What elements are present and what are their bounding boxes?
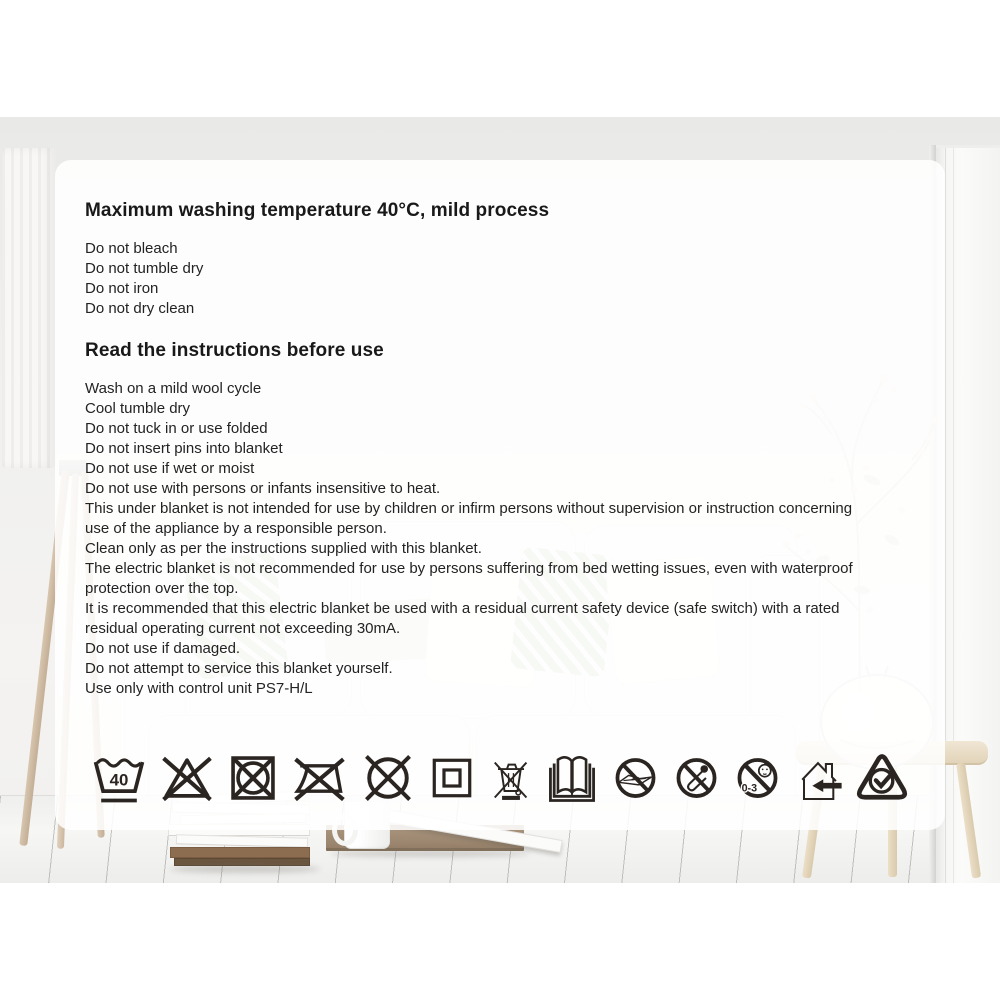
svg-text:40: 40 <box>109 770 129 790</box>
instruction-item: Do not use if wet or moist <box>85 460 255 477</box>
svg-text:0-3: 0-3 <box>741 782 757 795</box>
door-seam <box>945 148 946 883</box>
instruction-item: Do not tuck in or use folded <box>85 420 268 437</box>
info-panel <box>55 160 945 830</box>
do-not-insert-pins-icon <box>669 748 724 808</box>
washing-item: Do not dry clean <box>85 300 195 317</box>
do-not-dry-clean-icon <box>357 748 419 808</box>
do-not-bleach-icon <box>156 748 218 808</box>
read-instruction-manual-icon <box>542 748 602 808</box>
class-ii-double-insulation-icon <box>425 748 479 808</box>
instruction-item: This under blanket is not intended for use by children or infirm persons without supervision or instruction concerning use of the appliance by a responsible person. <box>85 500 853 537</box>
not-for-children-0-3-icon <box>730 748 785 808</box>
rcm-compliance-mark-icon <box>852 748 912 808</box>
do-not-use-folded-icon <box>608 748 663 808</box>
washing-item: Do not iron <box>85 280 159 297</box>
book <box>176 834 308 847</box>
instruction-item: Use only with control unit PS7-H/L <box>85 680 313 697</box>
do-not-dispose-household-waste-icon <box>485 748 537 808</box>
instruction-item: It is recommended that this electric blanket be used with a residual current safety device (safe switch) with a rated residual operating current not exceeding 30mA. <box>85 600 840 637</box>
instruction-item: Clean only as per the instructions supplied with this blanket. <box>85 540 482 557</box>
instruction-item: Do not use if damaged. <box>85 640 241 657</box>
board-shadow <box>330 850 530 857</box>
instruction-item: Do not use with persons or infants insensitive to heat. <box>85 480 441 497</box>
instruction-item: Cool tumble dry <box>85 400 191 417</box>
washing-list <box>85 239 913 319</box>
washing-item: Do not bleach <box>85 240 178 257</box>
book-shadow <box>170 865 320 873</box>
panel-content <box>55 160 945 699</box>
do-not-tumble-dry-icon <box>224 748 282 808</box>
brown-book <box>170 847 310 858</box>
washing-item: Do not tumble dry <box>85 260 204 277</box>
indoor-use-only-icon <box>790 748 846 808</box>
washing-heading: Maximum washing temperature 40°C, mild process <box>85 200 550 221</box>
wash-40-mild-icon <box>88 748 150 808</box>
instructions-heading: Read the instructions before use <box>85 340 384 361</box>
do-not-iron-icon <box>287 748 351 808</box>
door-seam <box>953 148 954 883</box>
instruction-item: Do not insert pins into blanket <box>85 440 283 457</box>
instruction-item: Do not attempt to service this blanket yourself. <box>85 660 393 677</box>
instruction-item: The electric blanket is not recommended for use by persons suffering from bed wetting issues, even with waterproof protection over the top. <box>85 560 853 597</box>
instruction-item: Wash on a mild wool cycle <box>85 380 262 397</box>
wardrobe-door <box>936 145 1000 883</box>
instructions-list <box>85 379 913 699</box>
floor-lamp-shade <box>2 148 56 468</box>
care-symbols-row <box>88 746 912 808</box>
